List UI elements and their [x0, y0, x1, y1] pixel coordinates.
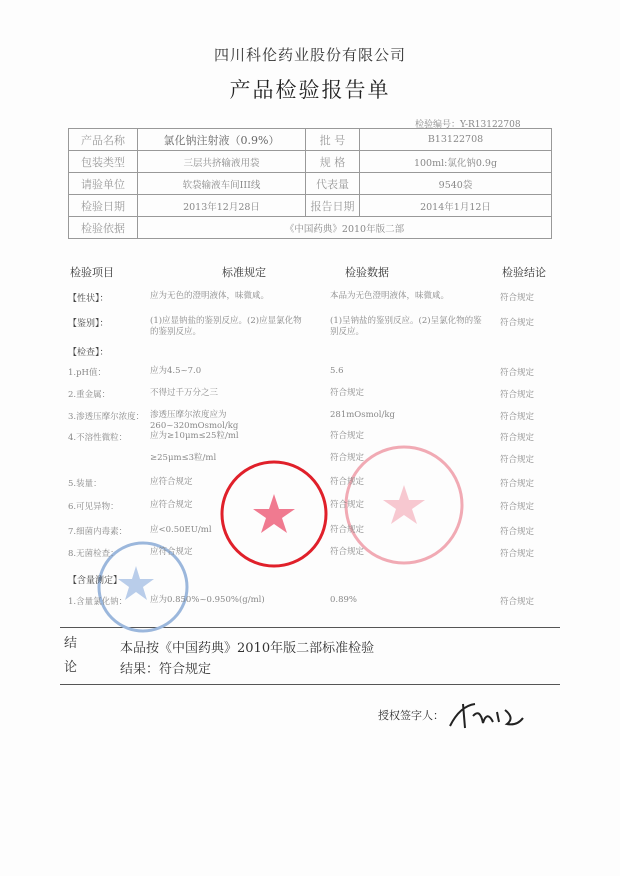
label: 请验单位	[69, 173, 138, 195]
red-quality-stamp	[218, 458, 330, 570]
signature-label: 授权签字人：	[378, 709, 444, 722]
info-row	[69, 217, 552, 239]
row-result: 符合规定	[500, 412, 535, 422]
row-item: 【含量测定】	[68, 576, 123, 586]
row-result: 符合规定	[500, 549, 535, 559]
info-row	[69, 151, 552, 173]
label: 规 格	[306, 151, 360, 173]
conclusion-label: 论	[64, 660, 78, 675]
conclusion-label: 结	[64, 636, 78, 651]
spec: 100ml:氯化钠0.9g	[360, 151, 552, 173]
test-basis: 《中国药典》2010年版二部	[138, 217, 552, 239]
row-item: 4.不溶性微粒：	[68, 433, 128, 443]
label: 批 号	[306, 129, 360, 151]
row-item: 3.渗透压摩尔浓度：	[68, 412, 145, 422]
batch-no: B13122708	[360, 129, 552, 151]
row-item: 【鉴别】：	[68, 319, 109, 329]
row-data: 符合规定	[330, 477, 365, 487]
info-row	[69, 195, 552, 217]
product-name: 氯化钠注射液（0.9%）	[138, 129, 306, 151]
row-data: 符合规定	[330, 525, 365, 535]
row-data: 符合规定	[330, 431, 365, 441]
row-standard: 应符合规定	[150, 500, 193, 510]
row-result: 符合规定	[500, 318, 535, 328]
requesting-unit: 软袋输液车间III线	[138, 173, 306, 195]
header-standard: 标准规定	[222, 266, 266, 279]
label: 产品名称	[69, 129, 138, 151]
row-standard: ≥25μm≤3粒/ml	[150, 453, 217, 463]
label: 报告日期	[306, 195, 360, 217]
row-standard: 应为4.5~7.0	[150, 366, 202, 376]
row-item: 6.可见异物：	[68, 502, 119, 512]
row-result: 符合规定	[500, 455, 535, 465]
signature	[445, 698, 525, 732]
label: 检验日期	[69, 195, 138, 217]
company-name: 四川科伦药业股份有限公司	[213, 46, 406, 64]
row-item: 【性状】：	[68, 294, 109, 304]
conclusion-text: 本品按《中国药典》2010年版二部标准检验	[120, 641, 375, 656]
row-standard: 应符合规定	[150, 547, 193, 557]
row-result: 符合规定	[500, 390, 535, 400]
test-date: 2013年12月28日	[138, 195, 306, 217]
row-result: 符合规定	[500, 527, 535, 537]
row-result: 符合规定	[500, 293, 535, 303]
pink-stamp	[342, 443, 467, 568]
row-result: 符合规定	[500, 597, 535, 607]
blue-inspection-stamp	[96, 540, 191, 635]
row-data: 符合规定	[330, 547, 365, 557]
quantity: 9540袋	[360, 173, 552, 195]
divider	[60, 684, 560, 685]
info-row	[69, 173, 552, 195]
row-data: 0.89%	[330, 595, 358, 605]
row-standard: 应<0.50EU/ml	[150, 525, 212, 535]
row-result: 符合规定	[500, 433, 535, 443]
row-standard: 应为0.850%~0.950%(g/ml)	[150, 595, 265, 605]
header-item: 检验项目	[70, 266, 114, 279]
report-title: 产品检验报告单	[229, 78, 391, 102]
row-data: 符合规定	[330, 388, 365, 398]
row-item: 1.含量氯化钠：	[68, 597, 128, 607]
row-result: 符合规定	[500, 368, 535, 378]
row-data: 符合规定	[330, 500, 365, 510]
conclusion-result: 结果：符合规定	[120, 662, 212, 677]
row-result: 符合规定	[500, 479, 535, 489]
row-data: 5.6	[330, 366, 344, 376]
row-item: 5.装量：	[68, 479, 102, 489]
row-item: 7.细菌内毒素：	[68, 527, 128, 537]
header-data: 检验数据	[345, 266, 389, 279]
row-standard: 应为≥10μm≤25粒/ml	[150, 431, 239, 441]
row-standard: (1)应显钠盐的鉴别反应。(2)应显氯化物的鉴别反应。	[150, 316, 302, 337]
row-item: 1.pH值：	[68, 368, 106, 378]
row-item: 【检查】：	[68, 348, 109, 358]
package-type: 三层共挤输液用袋	[138, 151, 306, 173]
row-standard: 渗透压摩尔浓度应为260~320mOsmol/kg	[150, 410, 239, 431]
row-data: 符合规定	[330, 453, 365, 463]
row-data: 281mOsmol/kg	[330, 410, 395, 420]
row-standard: 应为无色的澄明液体，味微咸。	[150, 291, 270, 301]
header-result: 检验结论	[502, 266, 546, 279]
row-result: 符合规定	[500, 502, 535, 512]
label: 检验依据	[69, 217, 138, 239]
row-item: 2.重金属：	[68, 390, 111, 400]
row-data: 本品为无色澄明液体，味微咸。	[330, 291, 450, 301]
row-standard: 应符合规定	[150, 477, 193, 487]
row-data: (1)呈钠盐的鉴别反应。(2)呈氯化物的鉴别反应。	[330, 316, 482, 337]
report-date: 2014年1月12日	[360, 195, 552, 217]
label: 包装类型	[69, 151, 138, 173]
row-item: 8.无菌检查：	[68, 549, 119, 559]
label: 代表量	[306, 173, 360, 195]
product-info-table	[68, 128, 552, 239]
row-standard: 不得过千万分之三	[150, 388, 219, 398]
info-row	[69, 129, 552, 151]
report-number: 检验编号：Y-R13122708	[415, 120, 521, 130]
